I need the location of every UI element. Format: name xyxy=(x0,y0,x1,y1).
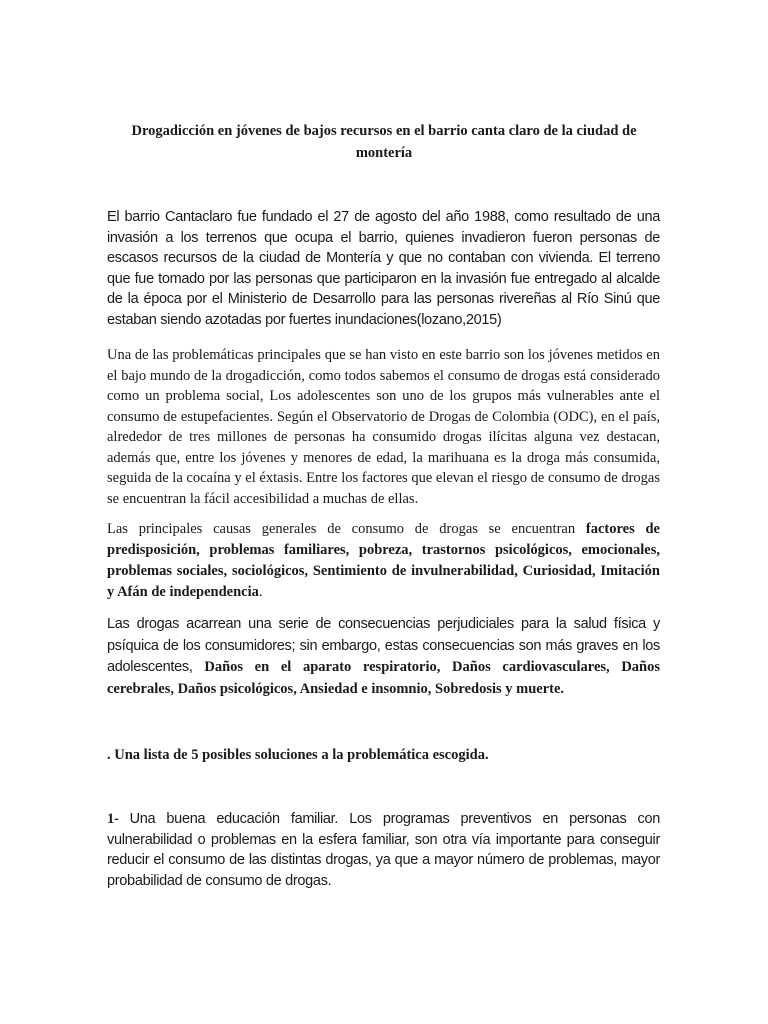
solution-item-1 xyxy=(107,809,660,891)
solutions-heading xyxy=(107,745,660,766)
causes-list: factores de predisposición, problemas familiares, pobreza, trastornos psicológicos, emocionales, problemas sociales, sociológicos, Sentimiento de invulnerabilidad, Curiosidad, Imitación y Afán de independencia xyxy=(107,521,660,600)
causes-intro: Las principales causas generales de consumo de drogas se encuentran xyxy=(107,521,586,537)
paragraph-consequences xyxy=(107,614,660,700)
solution-item-text: Una buena educación familiar. Los programas preventivos en personas con vulnerabilidad o problemas en la esfera familiar, son otra vía importante para conseguir reducir el consumo de las distintas drogas, ya que a mayor número de problemas, mayor probabilidad de consumo de drogas. xyxy=(107,811,660,889)
causes-end: . xyxy=(258,584,263,600)
document-title: Drogadicción en jóvenes de bajos recursos en el barrio canta claro de la ciudad de montería xyxy=(131,123,637,161)
paragraph-history: El barrio Cantaclaro fue fundado el 27 de agosto del año 1988, como resultado de una invasión a los terrenos que ocupa el barrio, quienes invadieron fueron personas de escasos recursos de la ciudad de Montería y que no contaban con vivienda. El terreno que fue tomado por las personas que participaron en la invasión fue entregado al alcalde de la época por el Ministerio de Desarrollo para las personas rivereñas al Río Sinú que estaban siendo azotadas por fuertes inundaciones(lozano,2015) xyxy=(107,209,660,328)
consequences-list: Daños en el aparato respiratorio, Daños cardiovasculares, Daños cerebrales, Daños psicológicos, Ansiedad e insomnio, Sobredosis y muerte. xyxy=(107,659,660,697)
solution-item-number: 1- xyxy=(107,811,119,827)
paragraph-problem: Una de las problemáticas principales que se han visto en este barrio son los jóvenes metidos en el bajo mundo de la drogadicción, como todos sabemos el consumo de drogas está considerado como un problema social, Los adolescentes son uno de los grupos más vulnerables ante el consumo de estupefacientes. Según el Observatorio de Drogas de Colombia (ODC), en el país, alrededor de tres millones de personas ha consumido drogas ilícitas alguna vez destacan, además que, entre los jóvenes y menores de edad, la marihuana es la droga más consumida, seguida de la cocaína y el éxtasis. Entre los factores que elevan el riesgo de consumo de drogas se encuentran la fácil accesibilidad a muchas de ellas. xyxy=(107,347,660,507)
solutions-heading-text: . Una lista de 5 posibles soluciones a la problemática escogida. xyxy=(107,747,489,763)
paragraph-causes xyxy=(107,519,660,603)
consequences-intro: Las drogas acarrean una serie de consecuencias perjudiciales para la salud física y psíquica de los consumidores; sin embargo, estas consecuencias son más graves en los adolescentes, xyxy=(107,616,660,675)
